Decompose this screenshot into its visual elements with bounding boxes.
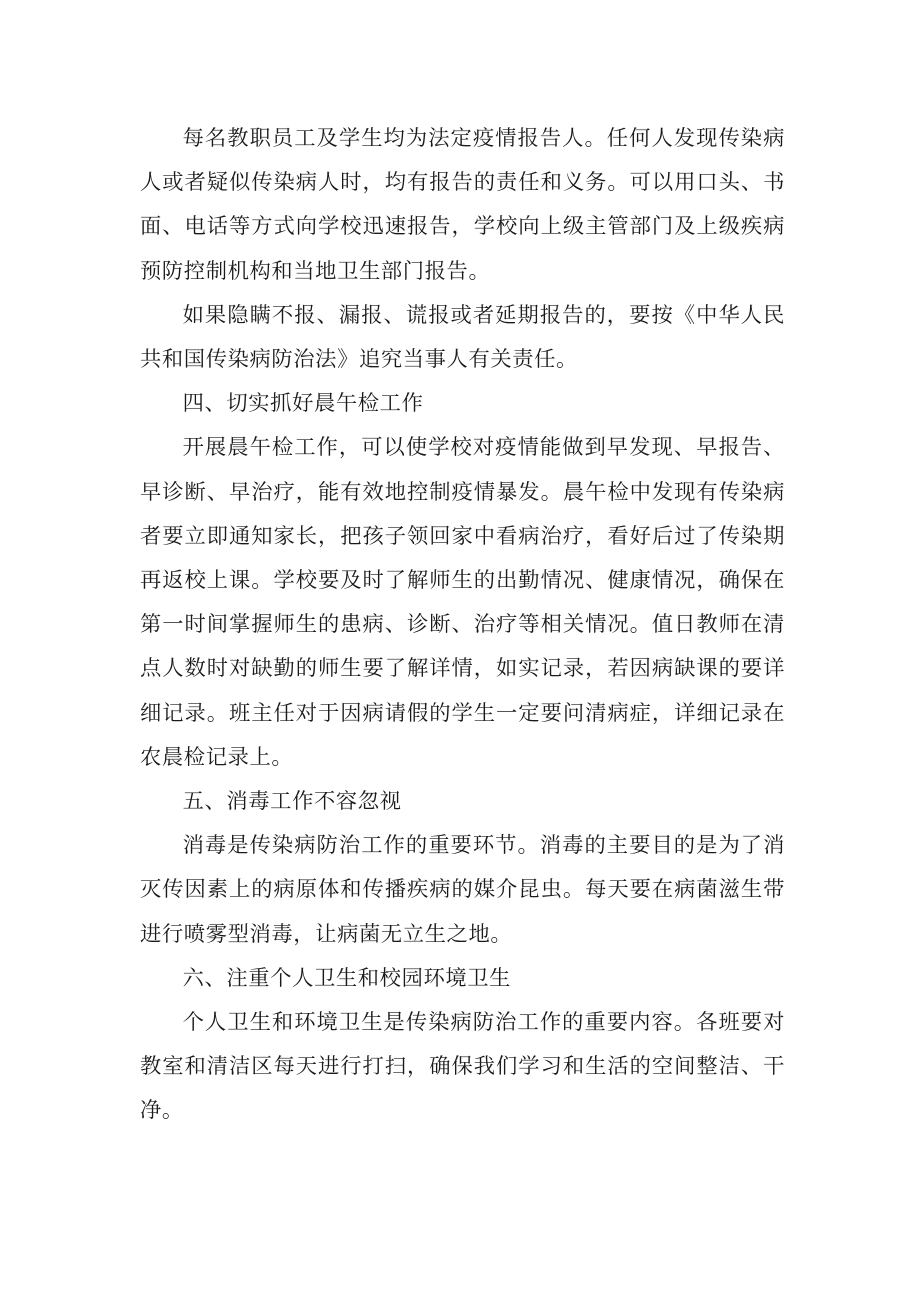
paragraph-morning-check: 开展晨午检工作，可以使学校对疫情能做到早发现、早报告、早诊断、早治疗，能有效地控制疫情暴发。晨午检中发现有传染病者要立即通知家长，把孩子领回家中看病治疗，看好后过了传染期再返校上课。学校要及时了解师生的出勤情况、健康情况，确保在第一时间掌握师生的患病、诊断、治疗等相关情况。值日教师在清点人数时对缺勤的师生要了解详情，如实记录，若因病缺课的要详细记录。班主任对于因病请假的学生一定要问清病症，详细记录在农晨检记录上。 — [140, 435, 785, 770]
paragraph-hygiene: 个人卫生和环境卫生是传染病防治工作的重要内容。各班要对教室和清洁区每天进行打扫，确保我们学习和生活的空间整洁、干净。 — [140, 1010, 785, 1124]
document-body — [140, 117, 785, 1134]
heading-section-6: 六、注重个人卫生和校园环境卫生 — [182, 965, 512, 991]
paragraph-disinfection: 消毒是传染病防治工作的重要环节。消毒的主要目的是为了消灭传因素上的病原体和传播疾病的媒介昆虫。每天要在病菌滋生带进行喷雾型消毒，让病菌无立生之地。 — [140, 833, 785, 947]
paragraph-concealment-liability: 如果隐瞒不报、漏报、谎报或者延期报告的，要按《中华人民共和国传染病防治法》追究当事人有关责任。 — [140, 302, 785, 373]
heading-section-4: 四、切实抓好晨午检工作 — [182, 391, 424, 417]
heading-section-5: 五、消毒工作不容忽视 — [182, 789, 402, 815]
paragraph-reporting-duty: 每名教职员工及学生均为法定疫情报告人。任何人发现传染病人或者疑似传染病人时，均有报告的责任和义务。可以用口头、书面、电话等方式向学校迅速报告，学校向上级主管部门及上级疾病预防控制机构和当地卫生部门报告。 — [140, 126, 785, 284]
